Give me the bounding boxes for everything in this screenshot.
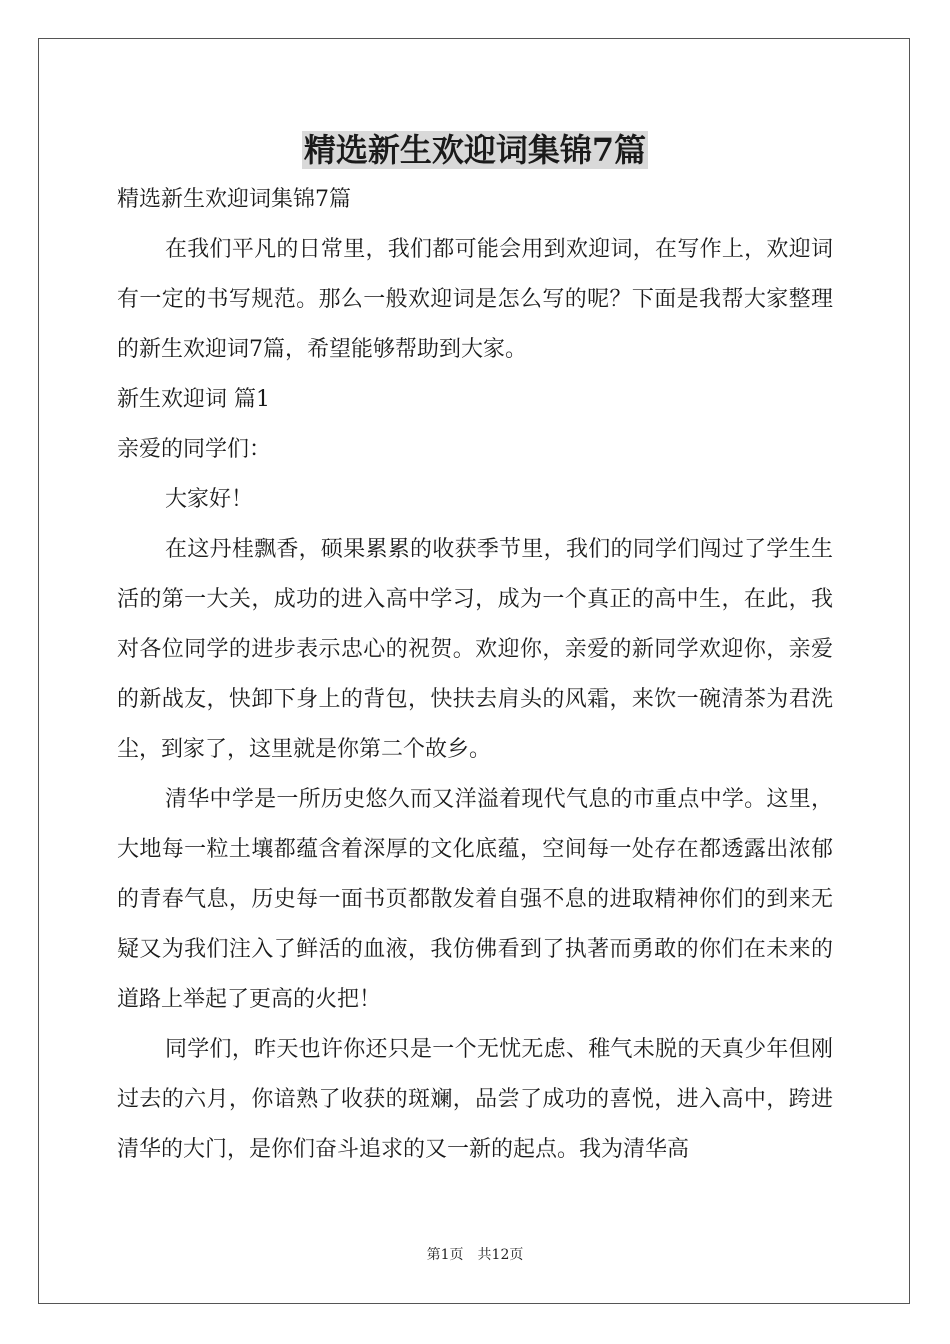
page-total: 共12页 [477, 1247, 524, 1263]
body-paragraph: 在这丹桂飘香，硕果累累的收获季节里，我们的同学们闯过了学生生活的第一大关，成功的进入高中学习，成为一个真正的高中生，在此，我对各位同学的进步表示忠心的祝贺。欢迎你，亲爱的新同学欢迎你，亲爱的新战友，快卸下身上的背包，快扶去肩头的风霜，来饮一碗清茶为君洗尘，到家了，这里就是你第二个故乡。 [117, 537, 833, 762]
body-paragraph: 同学们，昨天也许你还只是一个无忧无虑、稚气未脱的天真少年但刚过去的六月，你谙熟了收获的斑斓，品尝了成功的喜悦，进入高中，跨进清华的大门，是你们奋斗追求的又一新的起点。我为清华高 [117, 1037, 833, 1162]
greeting: 大家好！ [165, 487, 254, 512]
intro-paragraph: 在我们平凡的日常里，我们都可能会用到欢迎词，在写作上，欢迎词有一定的书写规范。那么一般欢迎词是怎么写的呢？下面是我帮大家整理的新生欢迎词7篇，希望能够帮助到大家。 [117, 237, 833, 362]
subtitle-line: 精选新生欢迎词集锦7篇 [117, 187, 351, 212]
salutation: 亲爱的同学们： [117, 437, 272, 462]
document-title-text: 精选新生欢迎词集锦7篇 [303, 131, 647, 169]
document-body [117, 175, 833, 1175]
page-number: 第1页 [426, 1247, 464, 1263]
body-paragraph: 清华中学是一所历史悠久而又洋溢着现代气息的市重点中学。这里，大地每一粒土壤都蕴含着深厚的文化底蕴，空间每一处存在都透露出浓郁的青春气息，历史每一面书页都散发着自强不息的进取精神你们的到来无疑又为我们注入了鲜活的血液，我仿佛看到了执著而勇敢的你们在未来的道路上举起了更高的火把！ [117, 787, 833, 1012]
section-heading: 新生欢迎词 篇1 [117, 387, 270, 412]
document-title [0, 126, 950, 174]
page-footer [0, 1245, 950, 1265]
